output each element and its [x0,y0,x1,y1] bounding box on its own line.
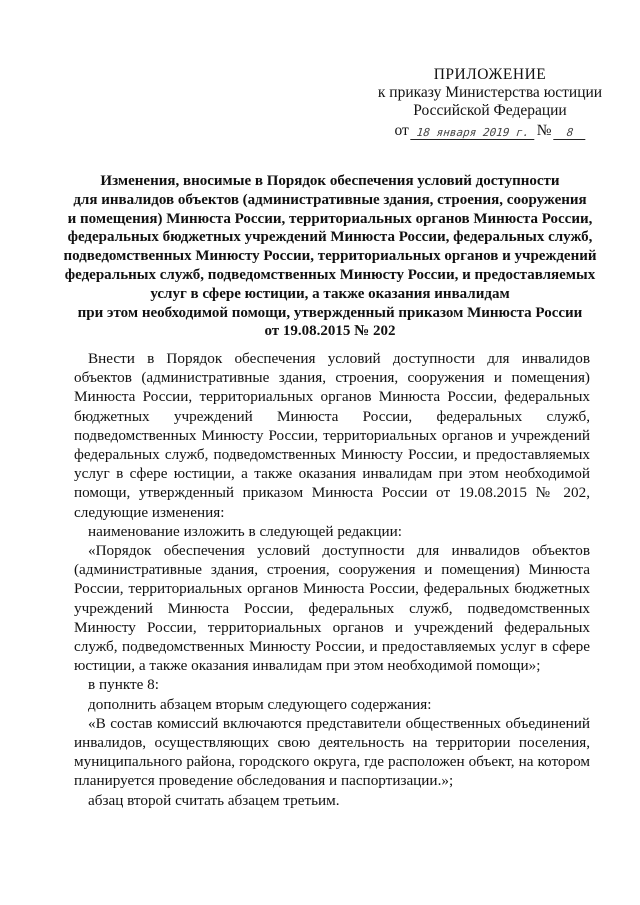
appendix-federation-line: Российской Федерации [413,102,567,119]
paragraph-item-8: в пункте 8: [88,676,159,694]
paragraph-title-change: наименование изложить в следующей редакции: [88,522,402,540]
heading-line: федеральных бюджетных учреждений Минюста России, федеральных служб, [67,229,593,246]
heading-line: подведомственных Минюсту России, территориальных органов и учреждений [63,248,597,265]
document-body [74,349,590,810]
paragraph-renumber: абзац второй считать абзацем третьим. [88,791,340,809]
heading-line: и помещения) Минюста России, территориальных органов Минюста России, [67,210,593,227]
paragraph-new-title: «Порядок обеспечения условий доступности для инвалидов объектов (административные здания, строения, сооружения и помещения) Минюста России, территориальных органов Минюста России, федеральных бюджетных учреждений Минюста России, федеральных служб, подведомственных Минюсту России, территориальных органов и учреждений федеральных служб, подведомственных Минюсту России, и предоставляемых услуг в сфере юстиции, а также оказания инвалидам при этом необходимой помощи»; [74,542,590,675]
heading-line: федеральных служб, подведомственных Минюсту России, и предоставляемых [64,266,596,283]
appendix-title: ПРИЛОЖЕНИЕ [433,66,547,83]
appendix-order-line: к приказу Министерства юстиции [377,84,603,101]
from-label: от [394,122,409,139]
paragraph-commission: «В состав комиссий включаются представители общественных объединений инвалидов, осуществляющих свою деятельность на территории поселения, муниципального района, городского округа, где расположен объект, на котором планируется проведение обследования и паспортизации.»; [74,714,590,790]
handwritten-number: 8 [553,126,586,140]
number-label: № [536,122,552,139]
appendix-block [370,66,610,140]
heading-line: от 19.08.2015 № 202 [264,323,396,340]
heading-line: Изменения, вносимые в Порядок обеспечения условий доступности [100,173,560,189]
document-heading [60,172,600,341]
paragraph-add-second: дополнить абзацем вторым следующего содержания: [88,695,432,713]
paragraph-intro: Внести в Порядок обеспечения условий доступности для инвалидов объектов (административные здания, строения, сооружения и помещения) Минюста России, территориальных органов Минюста России, федеральных бюджетных учреждений Минюста России, федеральных служб, подведомственных Минюсту России, территориальных органов и учреждений федеральных служб, подведомственных Минюсту России, и предоставляемых услуг в сфере юстиции, а также оказания инвалидам при этом необходимой помощи, утвержденный приказом Минюста России от 19.08.2015 № 202, следующие изменения: [74,350,590,521]
handwritten-date: 18 января 2019 г. [410,126,535,140]
heading-line: услуг в сфере юстиции, а также оказания инвалидам [150,285,510,302]
heading-line: при этом необходимой помощи, утвержденный приказом Минюста России [77,304,583,321]
heading-line: для инвалидов объектов (административные здания, строения, сооружения [73,191,587,208]
appendix-date-row [370,122,610,140]
